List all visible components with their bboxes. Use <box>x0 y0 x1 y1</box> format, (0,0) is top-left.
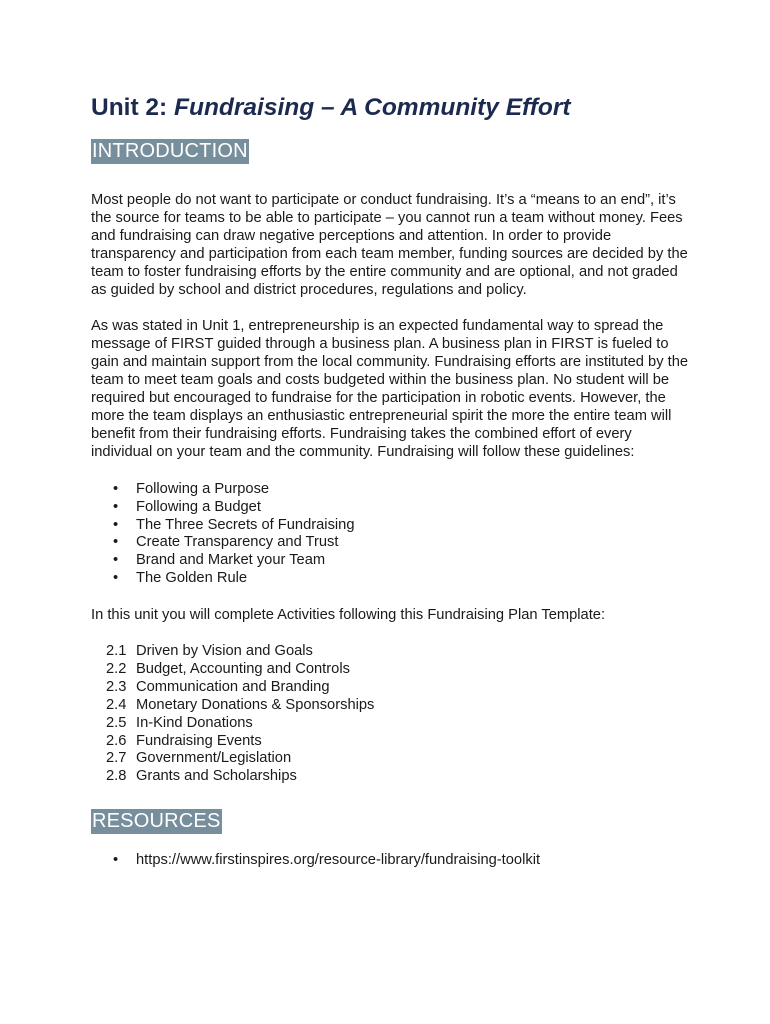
activity-number: 2.6 <box>106 732 127 749</box>
guideline-label: Following a Purpose <box>136 480 270 497</box>
resources-heading: RESOURCES <box>92 810 221 833</box>
list-item <box>91 733 691 751</box>
bullet-icon: • <box>113 570 119 587</box>
list-item <box>91 697 691 715</box>
bullet-icon: • <box>113 516 119 533</box>
introduction-section <box>91 139 691 164</box>
guideline-label: Following a Budget <box>136 498 261 515</box>
activity-label: Budget, Accounting and Controls <box>136 660 350 677</box>
bullet-icon: • <box>113 534 119 551</box>
activity-label: Monetary Donations & Sponsorships <box>136 696 375 713</box>
resource-link[interactable]: https://www.firstinspires.org/resource-library/fundraising-toolkit <box>136 852 541 869</box>
activity-label: Grants and Scholarships <box>136 768 297 785</box>
list-item <box>91 715 691 733</box>
activity-number: 2.5 <box>106 714 127 731</box>
list-item <box>91 481 691 499</box>
title-prefix: Unit 2: <box>91 94 175 121</box>
activity-label: Fundraising Events <box>136 732 262 749</box>
document-page <box>91 92 691 870</box>
activity-number: 2.7 <box>106 750 127 767</box>
guideline-label: Create Transparency and Trust <box>136 534 339 551</box>
page-title <box>91 92 691 124</box>
list-item <box>91 534 691 552</box>
intro-paragraph-2: As was stated in Unit 1, entrepreneurship is an expected fundamental way to spread the message of FIRST guided through a business plan. A business plan in FIRST is fueled to gain and maintain support from the local community. Fundraising efforts are instituted by the team to meet team goals and costs budgeted within the business plan. No student will be required but encouraged to fundraise for the participation in robotic events. However, the more the team displays an enthusiastic entrepreneurial spirit the more the entire team will benefit from their fundraising efforts. Fundraising takes the combined effort of every individual on your team and the community. Fundraising will follow these guidelines: <box>91 318 689 460</box>
activity-label: In-Kind Donations <box>136 714 253 731</box>
bullet-icon: • <box>113 852 119 869</box>
list-item <box>91 552 691 570</box>
guideline-label: Brand and Market your Team <box>136 552 326 569</box>
list-item <box>91 643 691 661</box>
list-item <box>91 661 691 679</box>
guideline-label: The Three Secrets of Fundraising <box>136 516 355 533</box>
list-item <box>91 517 691 535</box>
activity-number: 2.3 <box>106 678 127 695</box>
activity-number: 2.8 <box>106 768 127 785</box>
activity-label: Driven by Vision and Goals <box>136 643 313 660</box>
activity-number: 2.1 <box>106 643 127 660</box>
activities-list <box>91 643 691 786</box>
activity-number: 2.2 <box>106 660 127 677</box>
list-item <box>91 499 691 517</box>
bullet-icon: • <box>113 480 119 497</box>
activity-label: Communication and Branding <box>136 678 330 695</box>
guidelines-list <box>91 481 691 588</box>
resources-section <box>91 809 691 834</box>
introduction-heading: INTRODUCTION <box>92 140 248 162</box>
list-item <box>91 750 691 768</box>
template-lead-text: In this unit you will complete Activities following this Fundraising Plan Template: <box>91 607 606 624</box>
activity-number: 2.4 <box>106 696 127 713</box>
list-item <box>91 570 691 588</box>
list-item <box>91 679 691 697</box>
bullet-icon: • <box>113 552 119 569</box>
list-item <box>91 768 691 786</box>
resources-list <box>91 852 691 870</box>
intro-paragraph-1: Most people do not want to participate or conduct fundraising. It’s a “means to an end”, it’s the source for teams to be able to participate – you cannot run a team without money. Fees and fundraising can draw negative perceptions and attention. In order to provide transparency and participation from each team member, funding sources are decided by the team to foster fundraising efforts by the entire community and are optional, and not graded as guided by school and district procedures, regulations and policy. <box>91 192 688 298</box>
activity-label: Government/Legislation <box>136 750 292 767</box>
title-italic: Fundraising – A Community Effort <box>174 94 571 121</box>
bullet-icon: • <box>113 498 119 515</box>
guideline-label: The Golden Rule <box>136 570 248 587</box>
list-item <box>91 852 691 870</box>
